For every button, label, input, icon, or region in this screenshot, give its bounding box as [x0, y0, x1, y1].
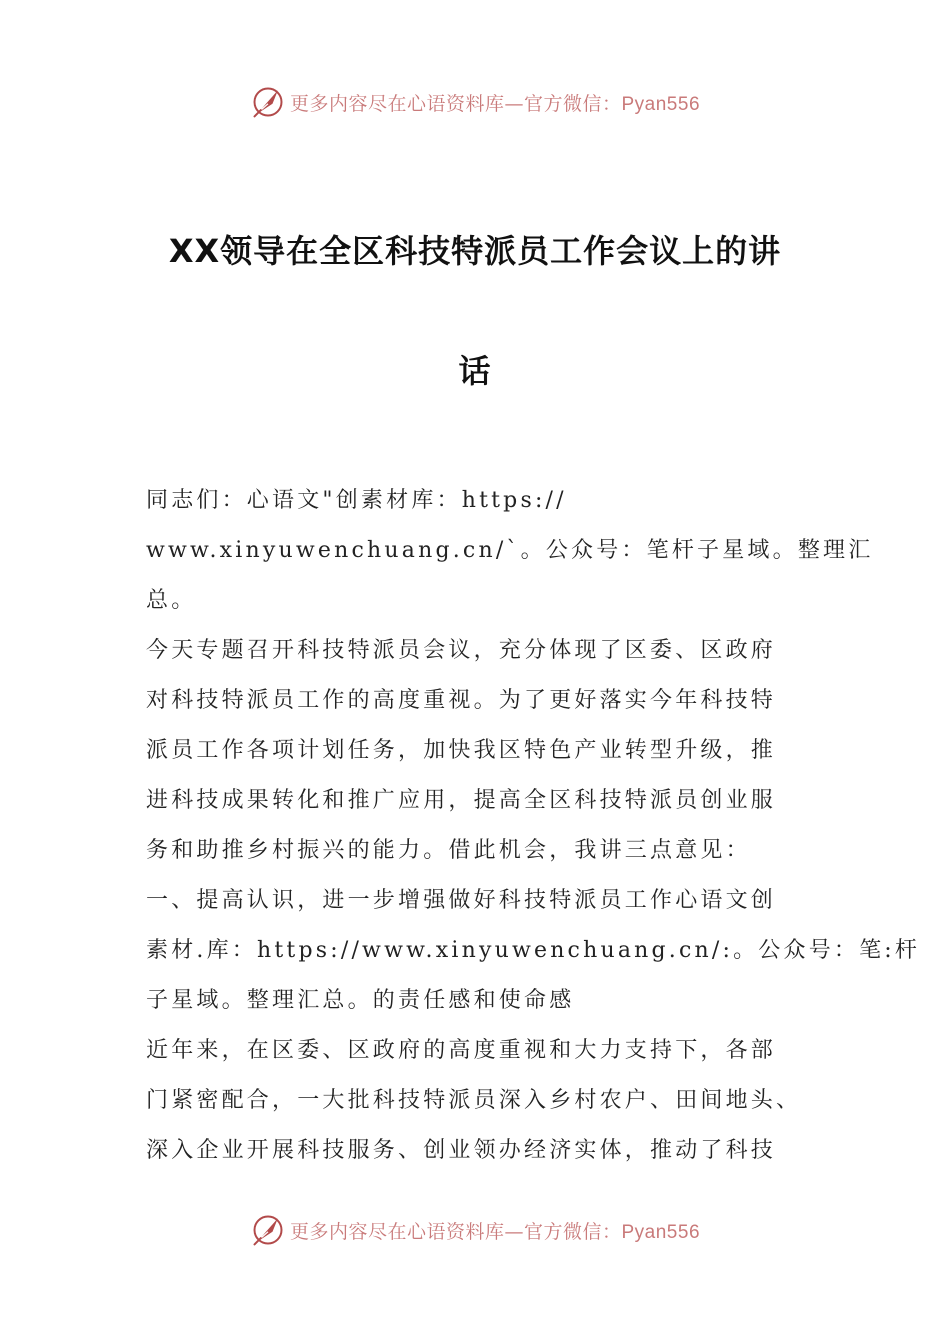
- body-line: 派员工作各项计划任务，加快我区特色产业转型升级，推: [146, 738, 777, 763]
- body-line: www.xinyuwenchuang.cn/`。公众号：笔杆子星域。整理汇: [146, 538, 874, 563]
- body-line: 今天专题召开科技特派员会议，充分体现了区委、区政府: [146, 638, 777, 663]
- body-line: 门紧密配合，一大批科技特派员深入乡村农户、田间地头、: [146, 1088, 802, 1113]
- footer-watermark: [0, 1208, 950, 1252]
- body-line: 一、提高认识，进一步增强做好科技特派员工作心语文创: [146, 888, 777, 913]
- watermark-text: 更多内容尽在心语资料库—官方微信：Pyan556: [289, 1220, 701, 1243]
- document-body: [146, 476, 921, 1176]
- quill-logo-icon: [250, 84, 286, 120]
- wechat-id: Pyan556: [621, 1221, 701, 1243]
- body-line: 深入企业开展科技服务、创业领办经济实体，推动了科技: [146, 1138, 777, 1163]
- body-line: 务和助推乡村振兴的能力。借此机会，我讲三点意见：: [146, 838, 751, 863]
- document-title-line-2: 话: [458, 352, 492, 390]
- watermark-text: 更多内容尽在心语资料库—官方微信：Pyan556: [289, 92, 701, 115]
- body-line: 总。: [146, 588, 197, 613]
- document-title-line-1: XX领导在全区科技特派员工作会议上的讲: [168, 232, 782, 270]
- body-line: 素材.库：https://www.xinyuwenchuang.cn/:。公众号：笔:杆: [146, 938, 921, 963]
- header-watermark: [0, 80, 950, 124]
- body-line: 子星域。整理汇总。的责任感和使命感: [146, 988, 575, 1013]
- body-line: 同志们：心语文"创素材库：https://: [146, 488, 567, 513]
- body-line: 进科技成果转化和推广应用，提高全区科技特派员创业服: [146, 788, 777, 813]
- body-line: 对科技特派员工作的高度重视。为了更好落实今年科技特: [146, 688, 777, 713]
- body-line: 近年来，在区委、区政府的高度重视和大力支持下，各部: [146, 1038, 777, 1063]
- wechat-id: Pyan556: [621, 93, 701, 115]
- quill-logo-icon: [250, 1212, 286, 1248]
